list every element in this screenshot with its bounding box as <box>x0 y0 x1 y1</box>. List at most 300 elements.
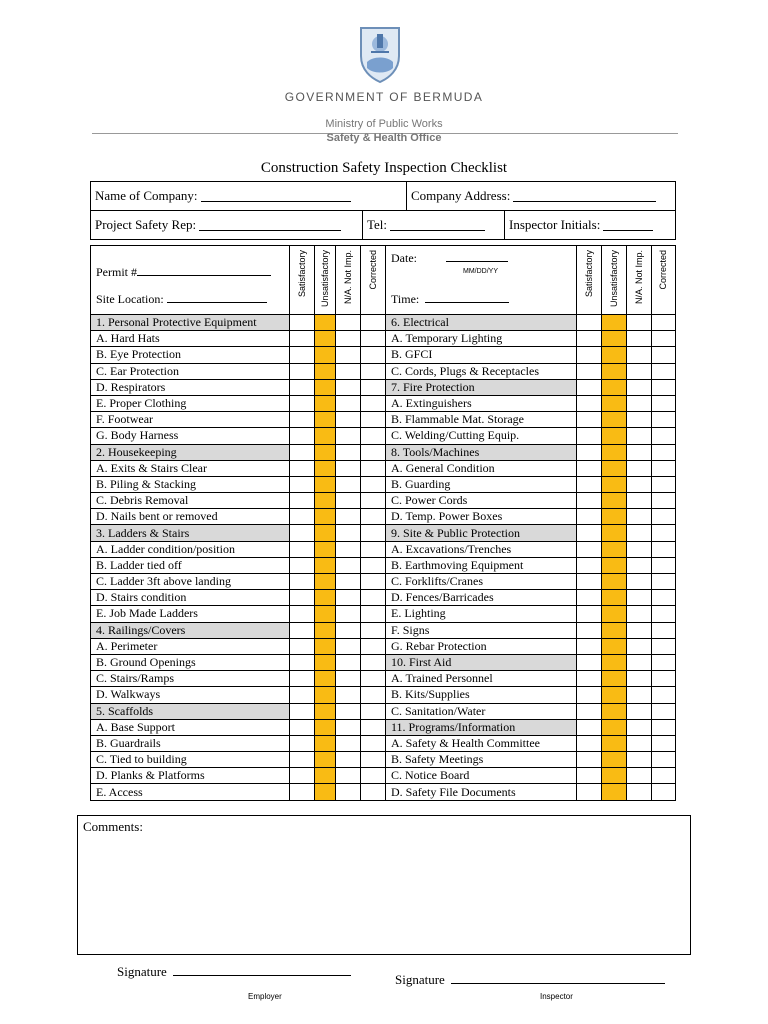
corrected-checkbox-right[interactable] <box>652 654 676 670</box>
na-checkbox-left[interactable] <box>336 525 361 541</box>
col-header-na <box>336 246 361 315</box>
unsatisfactory-checkbox-left[interactable] <box>315 525 336 541</box>
satisfactory-checkbox-right[interactable] <box>577 412 602 428</box>
satisfactory-checkbox-left[interactable] <box>290 412 315 428</box>
corrected-checkbox-left[interactable] <box>361 395 386 411</box>
unsatisfactory-checkbox-right[interactable] <box>602 590 627 606</box>
satisfactory-checkbox-left[interactable] <box>290 509 315 525</box>
corrected-checkbox-left[interactable] <box>361 331 386 347</box>
corrected-checkbox-right[interactable] <box>652 412 676 428</box>
checklist-row <box>91 460 676 476</box>
satisfactory-checkbox-left[interactable] <box>290 444 315 460</box>
checklist-row <box>91 590 676 606</box>
satisfactory-checkbox-left[interactable] <box>290 557 315 573</box>
satisfactory-checkbox-left[interactable] <box>290 654 315 670</box>
satisfactory-checkbox-left[interactable] <box>290 622 315 638</box>
corrected-checkbox-right[interactable] <box>652 768 676 784</box>
unsatisfactory-checkbox-left[interactable] <box>315 590 336 606</box>
satisfactory-checkbox-left[interactable] <box>290 784 315 800</box>
unsatisfactory-checkbox-left[interactable] <box>315 735 336 751</box>
unsatisfactory-checkbox-right[interactable] <box>602 557 627 573</box>
corrected-checkbox-right[interactable] <box>652 719 676 735</box>
na-checkbox-right[interactable] <box>627 574 652 590</box>
unsatisfactory-checkbox-right[interactable] <box>602 752 627 768</box>
unsatisfactory-checkbox-left[interactable] <box>315 719 336 735</box>
corrected-checkbox-right[interactable] <box>652 703 676 719</box>
corrected-checkbox-left[interactable] <box>361 590 386 606</box>
na-checkbox-right[interactable] <box>627 654 652 670</box>
corrected-checkbox-left[interactable] <box>361 687 386 703</box>
unsatisfactory-checkbox-left[interactable] <box>315 622 336 638</box>
corrected-checkbox-left[interactable] <box>361 363 386 379</box>
corrected-checkbox-left[interactable] <box>361 315 386 331</box>
corrected-checkbox-left[interactable] <box>361 671 386 687</box>
satisfactory-checkbox-left[interactable] <box>290 752 315 768</box>
satisfactory-checkbox-right[interactable] <box>577 379 602 395</box>
satisfactory-checkbox-left[interactable] <box>290 395 315 411</box>
corrected-checkbox-right[interactable] <box>652 671 676 687</box>
satisfactory-checkbox-right[interactable] <box>577 331 602 347</box>
inspector-caption: Inspector <box>540 992 573 1001</box>
satisfactory-checkbox-left[interactable] <box>290 768 315 784</box>
checklist-row <box>91 476 676 492</box>
na-checkbox-right[interactable] <box>627 525 652 541</box>
unsatisfactory-checkbox-left[interactable] <box>315 509 336 525</box>
checklist-item-right: C. Power Cords <box>386 493 577 509</box>
na-checkbox-left[interactable] <box>336 768 361 784</box>
satisfactory-checkbox-right[interactable] <box>577 574 602 590</box>
satisfactory-checkbox-left[interactable] <box>290 315 315 331</box>
col-satisfactory-label: Satisfactory <box>296 250 307 298</box>
unsatisfactory-checkbox-right[interactable] <box>602 574 627 590</box>
na-checkbox-left[interactable] <box>336 428 361 444</box>
na-checkbox-left[interactable] <box>336 671 361 687</box>
na-checkbox-right[interactable] <box>627 476 652 492</box>
unsatisfactory-checkbox-left[interactable] <box>315 638 336 654</box>
na-checkbox-left[interactable] <box>336 460 361 476</box>
section-heading-right: 6. Electrical <box>386 315 577 331</box>
satisfactory-checkbox-right[interactable] <box>577 719 602 735</box>
satisfactory-checkbox-left[interactable] <box>290 525 315 541</box>
company-name-blank[interactable] <box>201 190 351 202</box>
na-checkbox-right[interactable] <box>627 703 652 719</box>
satisfactory-checkbox-right[interactable] <box>577 476 602 492</box>
satisfactory-checkbox-right[interactable] <box>577 606 602 622</box>
unsatisfactory-checkbox-left[interactable] <box>315 315 336 331</box>
satisfactory-checkbox-left[interactable] <box>290 428 315 444</box>
date-label: Date: <box>391 251 417 265</box>
na-checkbox-right[interactable] <box>627 363 652 379</box>
satisfactory-checkbox-right[interactable] <box>577 509 602 525</box>
checklist-row <box>91 493 676 509</box>
permit-blank[interactable] <box>137 264 271 276</box>
corrected-checkbox-right[interactable] <box>652 752 676 768</box>
na-checkbox-right[interactable] <box>627 331 652 347</box>
satisfactory-checkbox-right[interactable] <box>577 493 602 509</box>
unsatisfactory-checkbox-left[interactable] <box>315 606 336 622</box>
unsatisfactory-checkbox-left[interactable] <box>315 574 336 590</box>
satisfactory-checkbox-right[interactable] <box>577 703 602 719</box>
unsatisfactory-checkbox-right[interactable] <box>602 379 627 395</box>
na-checkbox-right[interactable] <box>627 557 652 573</box>
unsatisfactory-checkbox-right[interactable] <box>602 768 627 784</box>
unsatisfactory-checkbox-left[interactable] <box>315 541 336 557</box>
satisfactory-checkbox-left[interactable] <box>290 493 315 509</box>
checklist-item-right: A. General Condition <box>386 460 577 476</box>
corrected-checkbox-right[interactable] <box>652 525 676 541</box>
corrected-checkbox-right[interactable] <box>652 509 676 525</box>
satisfactory-checkbox-left[interactable] <box>290 460 315 476</box>
na-checkbox-right[interactable] <box>627 347 652 363</box>
na-checkbox-right[interactable] <box>627 671 652 687</box>
date-field[interactable] <box>391 250 576 265</box>
unsatisfactory-checkbox-left[interactable] <box>315 752 336 768</box>
checklist-row <box>91 622 676 638</box>
unsatisfactory-checkbox-right[interactable] <box>602 412 627 428</box>
tel-blank[interactable] <box>390 219 485 231</box>
satisfactory-checkbox-left[interactable] <box>290 671 315 687</box>
corrected-checkbox-right[interactable] <box>652 541 676 557</box>
corrected-checkbox-right[interactable] <box>652 493 676 509</box>
corrected-checkbox-left[interactable] <box>361 719 386 735</box>
satisfactory-checkbox-right[interactable] <box>577 395 602 411</box>
na-checkbox-right[interactable] <box>627 638 652 654</box>
na-checkbox-left[interactable] <box>336 654 361 670</box>
corrected-checkbox-right[interactable] <box>652 379 676 395</box>
na-checkbox-left[interactable] <box>336 315 361 331</box>
unsatisfactory-checkbox-left[interactable] <box>315 444 336 460</box>
unsatisfactory-checkbox-right[interactable] <box>602 476 627 492</box>
na-checkbox-right[interactable] <box>627 719 652 735</box>
col-header-unsatisfactory-right <box>602 246 627 315</box>
unsatisfactory-checkbox-left[interactable] <box>315 363 336 379</box>
satisfactory-checkbox-left[interactable] <box>290 735 315 751</box>
na-checkbox-left[interactable] <box>336 444 361 460</box>
corrected-checkbox-left[interactable] <box>361 412 386 428</box>
na-checkbox-right[interactable] <box>627 784 652 800</box>
na-checkbox-right[interactable] <box>627 687 652 703</box>
satisfactory-checkbox-right[interactable] <box>577 541 602 557</box>
satisfactory-checkbox-left[interactable] <box>290 476 315 492</box>
corrected-checkbox-left[interactable] <box>361 768 386 784</box>
corrected-checkbox-left[interactable] <box>361 541 386 557</box>
satisfactory-checkbox-left[interactable] <box>290 719 315 735</box>
permit-field[interactable] <box>96 264 289 279</box>
satisfactory-checkbox-right[interactable] <box>577 363 602 379</box>
na-checkbox-left[interactable] <box>336 363 361 379</box>
na-checkbox-left[interactable] <box>336 412 361 428</box>
na-checkbox-left[interactable] <box>336 703 361 719</box>
corrected-checkbox-left[interactable] <box>361 476 386 492</box>
corrected-checkbox-right[interactable] <box>652 687 676 703</box>
checklist-row <box>91 347 676 363</box>
corrected-checkbox-right[interactable] <box>652 557 676 573</box>
corrected-checkbox-right[interactable] <box>652 395 676 411</box>
checklist-item-left: B. Piling & Stacking <box>91 476 290 492</box>
na-checkbox-right[interactable] <box>627 509 652 525</box>
corrected-checkbox-left[interactable] <box>361 379 386 395</box>
unsatisfactory-checkbox-right[interactable] <box>602 315 627 331</box>
na-checkbox-left[interactable] <box>336 493 361 509</box>
contact-info-row <box>90 210 676 240</box>
na-checkbox-right[interactable] <box>627 735 652 751</box>
corrected-checkbox-right[interactable] <box>652 331 676 347</box>
unsatisfactory-checkbox-right[interactable] <box>602 784 627 800</box>
satisfactory-checkbox-right[interactable] <box>577 638 602 654</box>
corrected-checkbox-right[interactable] <box>652 735 676 751</box>
inspector-initials-label: Inspector Initials: <box>509 217 601 232</box>
corrected-checkbox-left[interactable] <box>361 428 386 444</box>
na-checkbox-left[interactable] <box>336 752 361 768</box>
inspector-signature-line[interactable] <box>451 972 665 984</box>
unsatisfactory-checkbox-left[interactable] <box>315 557 336 573</box>
na-checkbox-left[interactable] <box>336 606 361 622</box>
checklist-item-right: A. Excavations/Trenches <box>386 541 577 557</box>
checklist-item-right: A. Trained Personnel <box>386 671 577 687</box>
satisfactory-checkbox-right[interactable] <box>577 671 602 687</box>
checklist-item-right: B. Guarding <box>386 476 577 492</box>
checklist-item-right: A. Safety & Health Committee <box>386 735 577 751</box>
satisfactory-checkbox-right[interactable] <box>577 428 602 444</box>
unsatisfactory-checkbox-left[interactable] <box>315 395 336 411</box>
checklist-row <box>91 654 676 670</box>
na-checkbox-right[interactable] <box>627 444 652 460</box>
company-address-blank[interactable] <box>513 190 656 202</box>
unsatisfactory-checkbox-right[interactable] <box>602 638 627 654</box>
na-checkbox-right[interactable] <box>627 752 652 768</box>
na-checkbox-right[interactable] <box>627 428 652 444</box>
unsatisfactory-checkbox-left[interactable] <box>315 347 336 363</box>
checklist-item-right: B. Kits/Supplies <box>386 687 577 703</box>
checklist-row <box>91 638 676 654</box>
unsatisfactory-checkbox-right[interactable] <box>602 687 627 703</box>
unsatisfactory-checkbox-right[interactable] <box>602 525 627 541</box>
unsatisfactory-checkbox-left[interactable] <box>315 493 336 509</box>
time-blank[interactable] <box>425 291 509 303</box>
checklist-row <box>91 541 676 557</box>
satisfactory-checkbox-right[interactable] <box>577 557 602 573</box>
unsatisfactory-checkbox-right[interactable] <box>602 347 627 363</box>
unsatisfactory-checkbox-left[interactable] <box>315 768 336 784</box>
col-header-corrected <box>361 246 386 315</box>
employer-signature-line[interactable] <box>173 964 351 976</box>
unsatisfactory-checkbox-right[interactable] <box>602 622 627 638</box>
unsatisfactory-checkbox-right[interactable] <box>602 654 627 670</box>
col-satisfactory-label-right: Satisfactory <box>583 250 594 298</box>
company-address-label: Company Address: <box>411 188 511 203</box>
na-checkbox-left[interactable] <box>336 347 361 363</box>
na-checkbox-right[interactable] <box>627 622 652 638</box>
corrected-checkbox-left[interactable] <box>361 460 386 476</box>
inspector-initials-field[interactable] <box>505 211 675 239</box>
satisfactory-checkbox-left[interactable] <box>290 638 315 654</box>
na-checkbox-right[interactable] <box>627 412 652 428</box>
corrected-checkbox-left[interactable] <box>361 654 386 670</box>
site-location-blank[interactable] <box>167 291 267 303</box>
na-checkbox-right[interactable] <box>627 541 652 557</box>
satisfactory-checkbox-right[interactable] <box>577 687 602 703</box>
corrected-checkbox-left[interactable] <box>361 735 386 751</box>
satisfactory-checkbox-right[interactable] <box>577 444 602 460</box>
satisfactory-checkbox-left[interactable] <box>290 379 315 395</box>
satisfactory-checkbox-right[interactable] <box>577 347 602 363</box>
na-checkbox-left[interactable] <box>336 541 361 557</box>
satisfactory-checkbox-left[interactable] <box>290 687 315 703</box>
satisfactory-checkbox-left[interactable] <box>290 590 315 606</box>
corrected-checkbox-right[interactable] <box>652 606 676 622</box>
satisfactory-checkbox-left[interactable] <box>290 363 315 379</box>
safety-rep-field[interactable] <box>91 211 363 239</box>
na-checkbox-left[interactable] <box>336 557 361 573</box>
corrected-checkbox-left[interactable] <box>361 638 386 654</box>
na-checkbox-left[interactable] <box>336 638 361 654</box>
unsatisfactory-checkbox-right[interactable] <box>602 703 627 719</box>
na-checkbox-right[interactable] <box>627 590 652 606</box>
na-checkbox-right[interactable] <box>627 460 652 476</box>
satisfactory-checkbox-right[interactable] <box>577 784 602 800</box>
unsatisfactory-checkbox-right[interactable] <box>602 428 627 444</box>
tel-field[interactable] <box>363 211 505 239</box>
company-name-field[interactable] <box>91 182 407 210</box>
safety-rep-blank[interactable] <box>199 219 341 231</box>
checklist-row <box>91 525 676 541</box>
na-checkbox-left[interactable] <box>336 509 361 525</box>
na-checkbox-left[interactable] <box>336 784 361 800</box>
satisfactory-checkbox-left[interactable] <box>290 703 315 719</box>
na-checkbox-right[interactable] <box>627 379 652 395</box>
unsatisfactory-checkbox-right[interactable] <box>602 363 627 379</box>
unsatisfactory-checkbox-left[interactable] <box>315 703 336 719</box>
corrected-checkbox-left[interactable] <box>361 347 386 363</box>
unsatisfactory-checkbox-left[interactable] <box>315 460 336 476</box>
na-checkbox-left[interactable] <box>336 379 361 395</box>
corrected-checkbox-left[interactable] <box>361 784 386 800</box>
na-checkbox-left[interactable] <box>336 735 361 751</box>
unsatisfactory-checkbox-left[interactable] <box>315 671 336 687</box>
satisfactory-checkbox-left[interactable] <box>290 541 315 557</box>
na-checkbox-right[interactable] <box>627 395 652 411</box>
na-checkbox-left[interactable] <box>336 687 361 703</box>
unsatisfactory-checkbox-left[interactable] <box>315 654 336 670</box>
corrected-checkbox-left[interactable] <box>361 606 386 622</box>
satisfactory-checkbox-right[interactable] <box>577 752 602 768</box>
satisfactory-checkbox-left[interactable] <box>290 606 315 622</box>
satisfactory-checkbox-left[interactable] <box>290 574 315 590</box>
corrected-checkbox-left[interactable] <box>361 557 386 573</box>
checklist-item-left: E. Proper Clothing <box>91 395 290 411</box>
corrected-checkbox-right[interactable] <box>652 347 676 363</box>
satisfactory-checkbox-right[interactable] <box>577 768 602 784</box>
unsatisfactory-checkbox-left[interactable] <box>315 412 336 428</box>
unsatisfactory-checkbox-left[interactable] <box>315 428 336 444</box>
company-address-field[interactable] <box>407 182 675 210</box>
unsatisfactory-checkbox-right[interactable] <box>602 719 627 735</box>
checklist-item-left: A. Exits & Stairs Clear <box>91 460 290 476</box>
unsatisfactory-checkbox-left[interactable] <box>315 784 336 800</box>
checklist-item-right: B. Safety Meetings <box>386 752 577 768</box>
unsatisfactory-checkbox-right[interactable] <box>602 671 627 687</box>
col-na-label-right: N/A. Not Imp. <box>633 250 644 305</box>
corrected-checkbox-left[interactable] <box>361 509 386 525</box>
corrected-checkbox-right[interactable] <box>652 638 676 654</box>
corrected-checkbox-right[interactable] <box>652 476 676 492</box>
na-checkbox-right[interactable] <box>627 768 652 784</box>
corrected-checkbox-left[interactable] <box>361 444 386 460</box>
corrected-checkbox-right[interactable] <box>652 622 676 638</box>
unsatisfactory-checkbox-right[interactable] <box>602 331 627 347</box>
checklist-row <box>91 379 676 395</box>
na-checkbox-right[interactable] <box>627 315 652 331</box>
checklist-item-left: E. Job Made Ladders <box>91 606 290 622</box>
corrected-checkbox-right[interactable] <box>652 784 676 800</box>
satisfactory-checkbox-left[interactable] <box>290 331 315 347</box>
corrected-checkbox-right[interactable] <box>652 444 676 460</box>
na-checkbox-left[interactable] <box>336 476 361 492</box>
na-checkbox-left[interactable] <box>336 331 361 347</box>
corrected-checkbox-left[interactable] <box>361 525 386 541</box>
satisfactory-checkbox-left[interactable] <box>290 347 315 363</box>
na-checkbox-left[interactable] <box>336 590 361 606</box>
time-field[interactable] <box>391 291 576 306</box>
date-blank[interactable] <box>446 250 508 262</box>
corrected-checkbox-right[interactable] <box>652 363 676 379</box>
inspector-initials-blank[interactable] <box>603 219 653 231</box>
site-location-field[interactable] <box>96 291 289 306</box>
inspector-signature-field[interactable] <box>395 972 665 988</box>
satisfactory-checkbox-right[interactable] <box>577 315 602 331</box>
corrected-checkbox-right[interactable] <box>652 574 676 590</box>
employer-signature-field[interactable] <box>117 964 351 980</box>
na-checkbox-left[interactable] <box>336 719 361 735</box>
satisfactory-checkbox-right[interactable] <box>577 622 602 638</box>
corrected-checkbox-right[interactable] <box>652 428 676 444</box>
satisfactory-checkbox-right[interactable] <box>577 590 602 606</box>
satisfactory-checkbox-right[interactable] <box>577 735 602 751</box>
corrected-checkbox-right[interactable] <box>652 460 676 476</box>
corrected-checkbox-left[interactable] <box>361 752 386 768</box>
corrected-checkbox-left[interactable] <box>361 703 386 719</box>
unsatisfactory-checkbox-right[interactable] <box>602 606 627 622</box>
corrected-checkbox-right[interactable] <box>652 590 676 606</box>
unsatisfactory-checkbox-right[interactable] <box>602 395 627 411</box>
satisfactory-checkbox-right[interactable] <box>577 460 602 476</box>
corrected-checkbox-right[interactable] <box>652 315 676 331</box>
unsatisfactory-checkbox-right[interactable] <box>602 460 627 476</box>
na-checkbox-right[interactable] <box>627 493 652 509</box>
satisfactory-checkbox-right[interactable] <box>577 654 602 670</box>
satisfactory-checkbox-right[interactable] <box>577 525 602 541</box>
na-checkbox-left[interactable] <box>336 622 361 638</box>
checklist-item-right: C. Notice Board <box>386 768 577 784</box>
corrected-checkbox-left[interactable] <box>361 574 386 590</box>
corrected-checkbox-left[interactable] <box>361 622 386 638</box>
unsatisfactory-checkbox-right[interactable] <box>602 541 627 557</box>
checklist-item-left: C. Debris Removal <box>91 493 290 509</box>
comments-box[interactable] <box>77 815 691 955</box>
unsatisfactory-checkbox-left[interactable] <box>315 687 336 703</box>
na-checkbox-left[interactable] <box>336 395 361 411</box>
unsatisfactory-checkbox-left[interactable] <box>315 379 336 395</box>
corrected-checkbox-left[interactable] <box>361 493 386 509</box>
unsatisfactory-checkbox-right[interactable] <box>602 735 627 751</box>
unsatisfactory-checkbox-right[interactable] <box>602 509 627 525</box>
unsatisfactory-checkbox-left[interactable] <box>315 331 336 347</box>
unsatisfactory-checkbox-left[interactable] <box>315 476 336 492</box>
na-checkbox-right[interactable] <box>627 606 652 622</box>
unsatisfactory-checkbox-right[interactable] <box>602 493 627 509</box>
unsatisfactory-checkbox-right[interactable] <box>602 444 627 460</box>
na-checkbox-left[interactable] <box>336 574 361 590</box>
